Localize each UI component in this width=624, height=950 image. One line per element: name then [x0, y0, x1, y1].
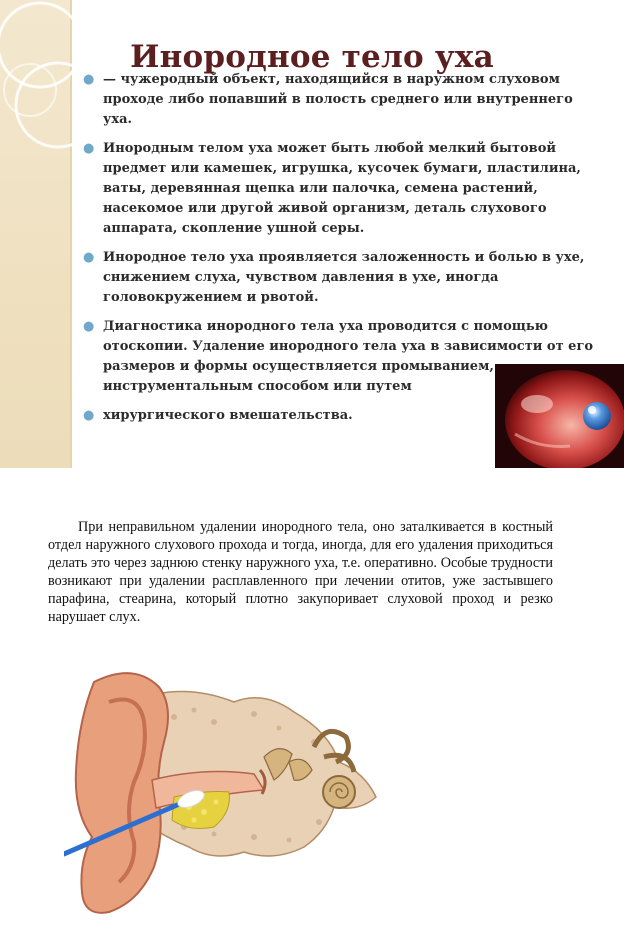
bullet-icon: ● [83, 72, 95, 87]
bullet-icon: ● [83, 408, 95, 423]
bullet-text: Инородное тело уха проявляется заложенность и болью в ухе, снижением слуха, чувством давления в ухе, иногда головокружением и рвотой. [103, 250, 585, 305]
bullet-item [83, 139, 603, 239]
bullet-text: хирургического вмешательства. [103, 408, 353, 423]
ear-anatomy-illustration [64, 662, 384, 930]
slide-title: Инородное тело уха [130, 38, 494, 75]
bullet-text: Инородным телом уха может быть любой мелкий бытовой предмет или камешек, игрушка, кусочек бумаги, пластилина, ваты, деревянная щепка или палочка, семена растений, насекомое или другой живой организм, деталь слухового аппарата, скопление ушной серы. [103, 141, 581, 236]
bullet-item [83, 248, 603, 308]
bullet-icon: ● [83, 141, 95, 156]
bullet-icon: ● [83, 319, 95, 334]
bullet-item [83, 70, 603, 130]
bullet-icon: ● [83, 250, 95, 265]
slide [0, 0, 624, 470]
bullet-text: — чужеродный объект, находящийся в наружном слуховом проходе либо попавший в полость среднего или внутреннего уха. [103, 72, 573, 127]
otoscopy-photo [495, 364, 624, 468]
article-paragraph: При неправильном удалении инородного тела, оно заталкивается в костный отдел наружного слухового прохода и тогда, иногда, для его удаления приходиться делать это через заднюю стенку наружного уха, т.е. оперативно. Особые трудности возникают при удалении расплавленного при лечении отитов, уже застывшего парафина, стеарина, который плотно закупоривает слуховой проход и резко нарушает слух. [48, 519, 553, 625]
bullet-text: Диагностика инородного тела уха проводится с помощью отоскопии. Удаление инородного тела уха в зависимости от его размеров и формы осуществляется промыванием, инструментальным способом или путем [103, 319, 594, 394]
